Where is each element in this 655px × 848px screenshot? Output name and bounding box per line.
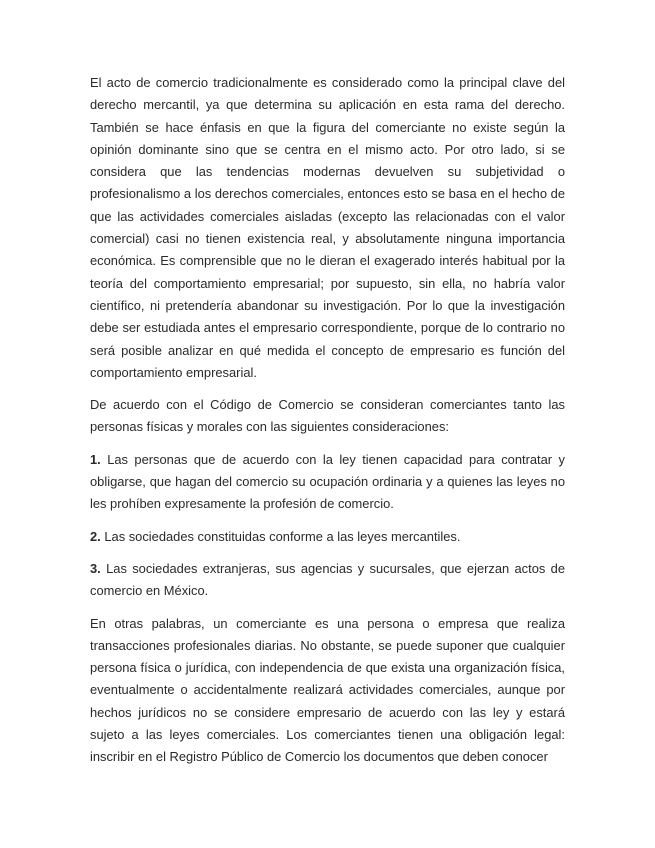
- list-text: Las personas que de acuerdo con la ley tienen capacidad para contratar y obligarse, que hagan del comercio su ocupación ordinaria y a quienes las leyes no les prohíben expresamente la profesión de comercio.: [90, 451, 565, 512]
- list-item-1: [90, 449, 565, 516]
- paragraph-acto-de-comercio: El acto de comercio tradicionalmente es considerado como la principal clave del derecho mercantil, ya que determina su aplicación en esta rama del derecho. También se hace énfasis en que la figura del comerciante no existe según la opinión dominante sino que se centra en el mismo acto. Por otro lado, si se considera que las tendencias modernas devuelven su subjetividad o profesionalismo a los derechos comerciales, entonces esto se basa en el hecho de que las actividades comerciales aisladas (excepto las relacionadas con el valor comercial) casi no tienen existencia real, y absolutamente ninguna importancia económica. Es comprensible que no le dieran el exagerado interés habitual por la teoría del comportamiento empresarial; por supuesto, sin ella, no habría valor científico, ni pretendería abandonar su investigación. Por lo que la investigación debe ser estudiada antes el empresario correspondiente, porque de lo contrario no será posible analizar en qué medida el concepto de empresario es función del comportamiento empresarial.: [90, 75, 565, 380]
- list-number: 1.: [90, 451, 101, 467]
- list-number: 2.: [90, 528, 101, 544]
- list-text: Las sociedades constituidas conforme a las leyes mercantiles.: [104, 528, 461, 544]
- paragraph-codigo-de-comercio: De acuerdo con el Código de Comercio se consideran comerciantes tanto las personas físicas y morales con las siguientes consideraciones:: [90, 397, 565, 435]
- paragraph-comerciante-definicion: En otras palabras, un comerciante es una persona o empresa que realiza transacciones profesionales diarias. No obstante, se puede suponer que cualquier persona física o jurídica, con independencia de que exista una organización física, eventualmente o accidentalmente realizará actividades comerciales, aunque por hechos jurídicos no se considere empresario de acuerdo con las ley y estará sujeto a las leyes comerciales. Los comerciantes tienen una obligación legal: inscribir en el Registro Público de Comercio los documentos que deben conocer: [90, 615, 565, 765]
- list-text: Las sociedades extranjeras, sus agencias y sucursales, que ejerzan actos de comercio en México.: [90, 560, 565, 599]
- list-number: 3.: [90, 560, 101, 576]
- document-page: [90, 72, 565, 779]
- list-item-2: [90, 526, 565, 548]
- list-item-3: [90, 558, 565, 603]
